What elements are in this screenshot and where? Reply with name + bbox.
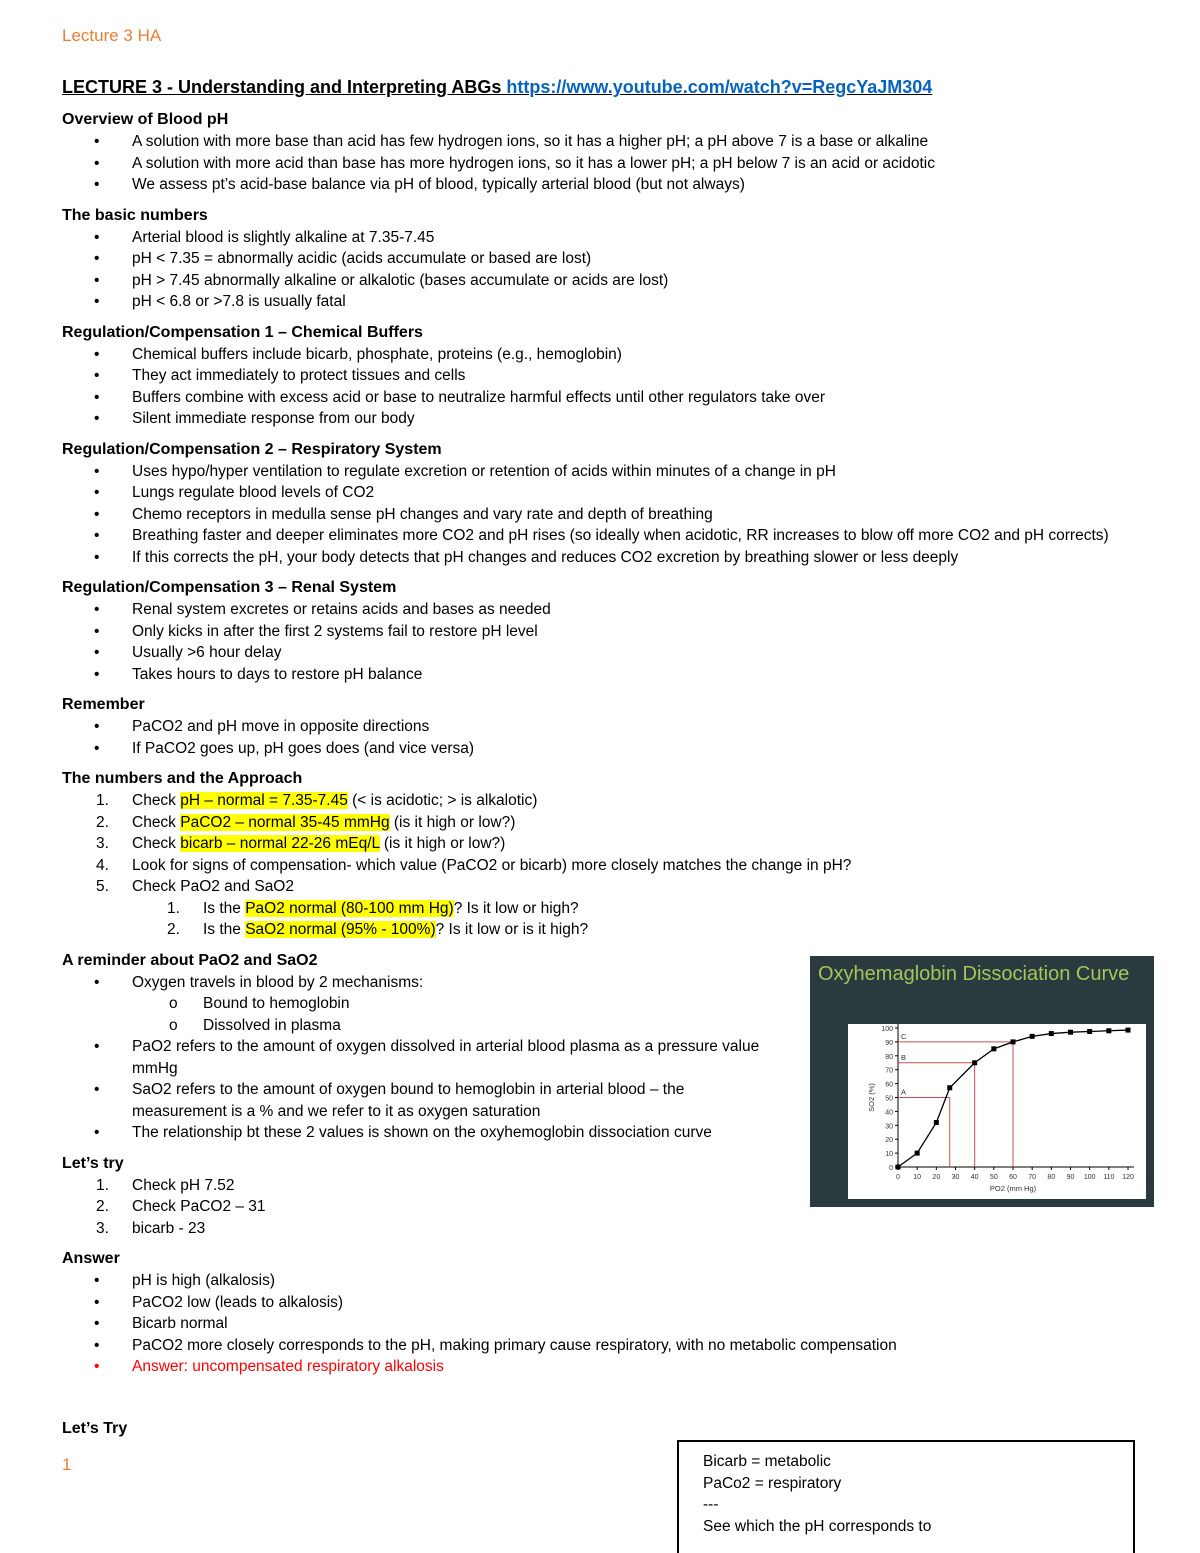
sub-list-item <box>62 993 782 1015</box>
circle-bullet-icon: o <box>169 1016 178 1034</box>
x-tick-label: 80 <box>1047 1174 1056 1181</box>
data-point <box>896 1165 901 1170</box>
data-point <box>1049 1031 1054 1036</box>
list-item <box>62 812 1152 834</box>
y-tick-label: 10 <box>885 1151 893 1159</box>
x-tick-label: 20 <box>932 1174 941 1181</box>
section-heading-approach: The numbers and the Approach <box>62 770 303 787</box>
note-line: PaCo2 = respiratory <box>703 1474 842 1492</box>
x-tick-label: 90 <box>1066 1174 1075 1181</box>
item-text: bicarb - 23 <box>132 1219 206 1237</box>
note-line: --- <box>703 1496 719 1513</box>
data-point <box>1030 1034 1035 1039</box>
dissociation-chart <box>810 956 1154 1207</box>
item-text: (< is acidotic; > is alkalotic) <box>347 792 538 809</box>
y-tick-label: 80 <box>885 1053 893 1061</box>
section-heading-basic-numbers: The basic numbers <box>62 206 208 224</box>
x-tick-label: 40 <box>970 1174 979 1181</box>
list-item: • pH < 6.8 or >7.8 is usually fatal <box>62 291 1152 313</box>
section-heading-remember: Remember <box>62 696 145 713</box>
section-heading-overview: Overview of Blood pH <box>62 111 229 128</box>
y-tick-label: 20 <box>885 1137 893 1145</box>
title-text: LECTURE 3 - Understanding and Interpreting ABGs <box>62 77 502 97</box>
list-number: 1. <box>96 792 109 809</box>
y-tick-label: 50 <box>885 1095 893 1103</box>
page-header: Lecture 3 HA <box>62 26 162 45</box>
note-line: Bicarb = metabolic <box>703 1453 831 1470</box>
list-item: • PaCO2 low (leads to alkalosis) <box>62 1292 1152 1314</box>
sub-list-item <box>62 898 1152 920</box>
list-number: 2. <box>96 813 109 831</box>
section-heading-reminder: A reminder about PaO2 and SaO2 <box>62 951 318 969</box>
x-tick-label: 50 <box>989 1174 998 1181</box>
figure-title: Oxyhemaglobin Dissociation Curve <box>818 963 1130 985</box>
data-point <box>1087 1029 1092 1034</box>
list-item <box>62 855 1152 877</box>
list-item: • Usually >6 hour delay <box>62 642 1152 664</box>
list-number: 3. <box>96 1219 109 1237</box>
y-tick-label: 30 <box>885 1123 893 1131</box>
item-text: (is it high or low?) <box>389 813 516 831</box>
section-heading-answer: Answer <box>62 1250 120 1267</box>
data-point <box>947 1085 952 1090</box>
sub-list-item <box>62 919 1152 941</box>
document-body <box>62 74 1152 1475</box>
x-tick-label: 100 <box>1083 1174 1096 1181</box>
list-item <box>62 833 1152 855</box>
answer-list <box>62 1270 1152 1378</box>
page-number-marker: 1 <box>62 1454 72 1474</box>
list-number: 5. <box>96 878 109 895</box>
list-item: • A solution with more base than acid has few hydrogen ions, so it has a higher pH; a pH above 7 is a base or alkaline <box>62 131 1152 153</box>
highlighted-text: SaO2 normal (95% - 100%) <box>245 921 436 938</box>
x-tick-label: 120 <box>1122 1174 1134 1181</box>
sub-list-item <box>62 1015 782 1037</box>
item-text: Check PaCO2 – 31 <box>132 1198 266 1215</box>
y-tick-label: 60 <box>885 1081 893 1089</box>
note-line: See which the pH corresponds to <box>703 1517 932 1535</box>
section-heading-lets-try-2: Let’s Try <box>62 1419 128 1437</box>
list-item: • We assess pt’s acid-base balance via pH of blood, typically arterial blood (but not always) <box>62 174 1152 196</box>
highlighted-text: PaCO2 – normal 35-45 mmHg <box>180 813 390 831</box>
list-number: 3. <box>96 835 109 852</box>
list-item: • PaCO2 and pH move in opposite directions <box>62 716 1152 738</box>
list-item: • SaO2 refers to the amount of oxygen bound to hemoglobin in arterial blood – the measurement is a % and we refer to it as oxygen saturation <box>62 1079 782 1122</box>
oxyhemoglobin-figure <box>810 956 1154 1207</box>
list-item: • Breathing faster and deeper eliminates more CO2 and pH rises (so ideally when acidotic, RR increases to blow off more CO2 and pH corrects) <box>62 525 1152 547</box>
highlighted-text: PaO2 normal (80-100 mm Hg) <box>245 899 454 917</box>
list-number: 1. <box>96 1176 109 1194</box>
list-item: • Only kicks in after the first 2 systems fail to restore pH level <box>62 621 1152 643</box>
x-tick-label: 10 <box>913 1174 922 1181</box>
respiratory-system-list <box>62 461 1152 569</box>
highlighted-text: pH – normal = 7.35-7.45 <box>180 792 348 809</box>
list-item: • Uses hypo/hyper ventilation to regulate excretion or retention of acids within minutes of a change in pH <box>62 461 1152 483</box>
page-title <box>62 74 1152 100</box>
list-item <box>62 876 1152 898</box>
y-tick-label: 90 <box>885 1039 893 1047</box>
list-item: • PaCO2 more closely corresponds to the pH, making primary cause respiratory, with no metabolic compensation <box>62 1335 1152 1357</box>
list-item: • pH < 7.35 = abnormally acidic (acids accumulate or based are lost) <box>62 248 1152 270</box>
list-item: • If this corrects the pH, your body detects that pH changes and reduces CO2 excretion by breathing slower or less deeply <box>62 547 1152 569</box>
list-item: • Arterial blood is slightly alkaline at 7.35-7.45 <box>62 227 1152 249</box>
item-text: Check PaO2 and SaO2 <box>132 878 294 895</box>
item-text: ? Is it low or high? <box>453 899 579 917</box>
list-item: • Renal system excretes or retains acids and bases as needed <box>62 599 1152 621</box>
list-item <box>62 790 1152 812</box>
data-point <box>1106 1028 1111 1033</box>
y-tick-label: 0 <box>889 1165 893 1172</box>
note-box <box>677 1440 1135 1553</box>
list-item <box>62 1218 1152 1240</box>
x-axis-label: PO2 (mm Hg) <box>989 1184 1037 1193</box>
list-item: • pH > 7.45 abnormally alkaline or alkalotic (bases accumulate or acids are lost) <box>62 270 1152 292</box>
list-number: 2. <box>96 1198 109 1215</box>
list-item: • PaO2 refers to the amount of oxygen dissolved in arterial blood plasma as a pressure value mmHg <box>62 1036 782 1079</box>
x-tick-label: 60 <box>1009 1174 1017 1181</box>
item-text: ? Is it low or is it high? <box>435 921 589 938</box>
y-tick-label: 100 <box>881 1026 893 1033</box>
list-item: • Bicarb normal <box>62 1313 1152 1335</box>
item-text: Bound to hemoglobin <box>203 995 350 1012</box>
x-tick-label: 30 <box>951 1174 960 1181</box>
item-text: Check <box>132 792 181 809</box>
list-item: • pH is high (alkalosis) <box>62 1270 1152 1292</box>
item-text: (is it high or low?) <box>379 835 506 852</box>
basic-numbers-list <box>62 227 1152 313</box>
section-heading-lets-try: Let’s try <box>62 1154 124 1172</box>
marker-label: B <box>901 1052 907 1062</box>
y-tick-label: 70 <box>885 1067 893 1075</box>
highlighted-text: bicarb – normal 22-26 mEq/L <box>180 835 380 852</box>
list-item: • Oxygen travels in blood by 2 mechanisms: <box>62 972 782 994</box>
list-item: • Takes hours to days to restore pH balance <box>62 664 1152 686</box>
list-item: • They act immediately to protect tissues and cells <box>62 365 1152 387</box>
chemical-buffers-list <box>62 344 1152 430</box>
y-tick-label: 40 <box>885 1109 893 1117</box>
reminder-list <box>62 972 782 1144</box>
list-item: • Silent immediate response from our body <box>62 408 1152 430</box>
list-item: • Lungs regulate blood levels of CO2 <box>62 482 1152 504</box>
section-heading-chemical-buffers: Regulation/Compensation 1 – Chemical Buffers <box>62 323 423 341</box>
approach-list <box>62 790 1152 941</box>
item-text: Is the <box>203 899 246 917</box>
data-point <box>1011 1039 1016 1044</box>
x-tick-label: 70 <box>1028 1174 1037 1181</box>
list-item: • Buffers combine with excess acid or base to neutralize harmful effects until other regulators take over <box>62 387 1152 409</box>
data-point <box>934 1120 939 1125</box>
x-tick-label: 110 <box>1103 1174 1115 1181</box>
list-item: • Chemo receptors in medulla sense pH changes and vary rate and depth of breathing <box>62 504 1152 526</box>
list-number: 1. <box>167 899 180 917</box>
youtube-link[interactable]: https://www.youtube.com/watch?v=RegcYaJM304 <box>506 77 933 97</box>
renal-system-list <box>62 599 1152 685</box>
item-text: Is the <box>203 921 246 938</box>
marker-label: A <box>901 1087 907 1097</box>
item-text: Check <box>132 813 181 831</box>
item-text: Dissolved in plasma <box>203 1016 341 1034</box>
circle-bullet-icon: o <box>169 995 178 1012</box>
data-point <box>1126 1028 1131 1033</box>
item-text: Check <box>132 835 181 852</box>
remember-list <box>62 716 1152 759</box>
list-item: • A solution with more acid than base has more hydrogen ions, so it has a lower pH; a pH below 7 is an acid or acidotic <box>62 153 1152 175</box>
section-heading-renal-system: Regulation/Compensation 3 – Renal System <box>62 579 397 596</box>
list-number: 4. <box>96 856 109 874</box>
data-point <box>1068 1030 1073 1035</box>
y-axis-label: SO2 (%) <box>867 1083 876 1112</box>
list-number: 2. <box>167 921 180 938</box>
item-text: Check pH 7.52 <box>132 1176 235 1194</box>
overview-list <box>62 131 1152 196</box>
x-tick-label: 0 <box>896 1174 900 1181</box>
data-point <box>915 1151 920 1156</box>
list-item: • Chemical buffers include bicarb, phosphate, proteins (e.g., hemoglobin) <box>62 344 1152 366</box>
section-heading-respiratory-system: Regulation/Compensation 2 – Respiratory System <box>62 440 442 458</box>
data-point <box>991 1046 996 1051</box>
list-item: • The relationship bt these 2 values is shown on the oxyhemoglobin dissociation curve <box>62 1122 782 1144</box>
data-point <box>972 1060 977 1065</box>
list-item: • If PaCO2 goes up, pH goes does (and vice versa) <box>62 738 1152 760</box>
item-text: Look for signs of compensation- which value (PaCO2 or bicarb) more closely matches the change in pH? <box>132 856 852 874</box>
marker-label: C <box>901 1031 907 1041</box>
final-answer: • Answer: uncompensated respiratory alkalosis <box>62 1356 1152 1378</box>
